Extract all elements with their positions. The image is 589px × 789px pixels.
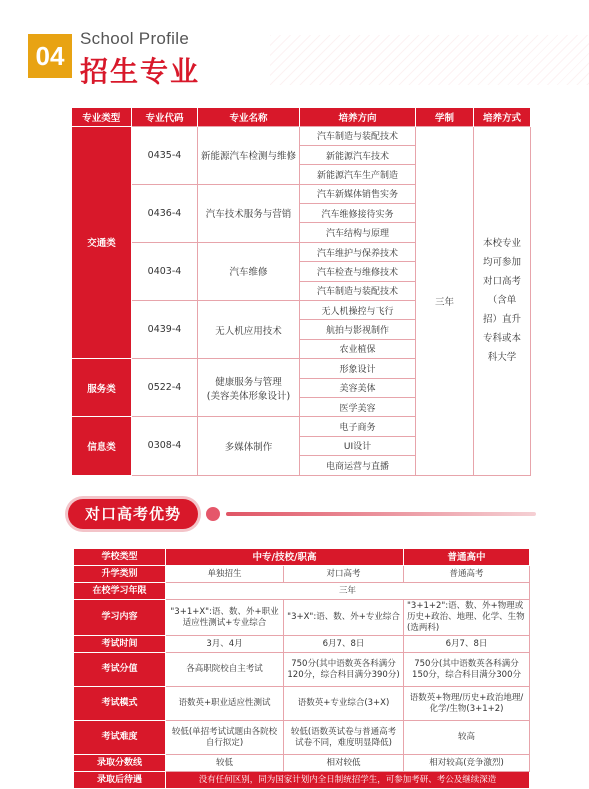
table-row [74,583,530,600]
header-name: 专业名称 [198,108,300,126]
section-title-en: School Profile [80,29,190,48]
direction: 汽车结构与原理 [300,223,416,242]
category-info: 信息类 [72,417,132,475]
row-label: 考试时间 [74,636,166,653]
cell: 语数英+专业综合(3+X) [284,687,404,721]
banner-line [226,512,536,516]
row-label: 考试难度 [74,721,166,755]
cell: 3月、4月 [166,636,284,653]
cell: 相对较高(竞争激烈) [404,755,530,772]
major-name: 健康服务与管理 (美容美体形象设计) [198,359,300,417]
table-row [74,721,530,755]
category-service: 服务类 [72,359,132,417]
major-name: 汽车维修 [198,242,300,300]
direction: 医学美容 [300,397,416,416]
banner-dot [206,507,220,521]
comparison-table [73,548,530,789]
direction: 新能源汽车生产制造 [300,165,416,184]
cell: 750分(其中语数英各科满分120分，综合科目满分390分) [284,653,404,687]
majors-header-row [72,108,531,126]
header-method: 培养方式 [474,108,531,126]
cell: 6月7、8日 [284,636,404,653]
table-row [74,566,530,583]
section-number: 04 [28,34,72,78]
col-vocational: 中专/技校/职高 [166,549,404,566]
direction: 汽车维修接待实务 [300,204,416,223]
table-row [74,636,530,653]
direction: 形象设计 [300,359,416,378]
major-code: 0435-4 [132,126,198,184]
row-label: 升学类别 [74,566,166,583]
cell: "3+1+X":语、数、外+职业适应性测试+专业综合 [166,600,284,636]
table-row [74,549,530,566]
category-transport: 交通类 [72,126,132,359]
header-duration: 学制 [416,108,474,126]
row-label: 考试模式 [74,687,166,721]
cell: 相对较低 [284,755,404,772]
table-row [74,755,530,772]
direction: 电子商务 [300,417,416,436]
major-code: 0439-4 [132,301,198,359]
major-name: 汽车技术服务与营销 [198,184,300,242]
cell: "3+1+2":语、数、外+物理或历史+政治、地理、化学、生物(选两科) [404,600,530,636]
row-label: 录取分数线 [74,755,166,772]
cell: 对口高考 [284,566,404,583]
direction: 美容美体 [300,378,416,397]
cell: 语数英+职业适应性测试 [166,687,284,721]
page-header [0,0,589,100]
section-banner [66,495,536,533]
cell: 较低 [166,755,284,772]
cell: "3+X":语、数、外+专业综合 [284,600,404,636]
direction: 汽车制造与装配技术 [300,126,416,145]
cell: 750分(其中语数英各科满分150分，综合科目满分300分 [404,653,530,687]
cell: 较低(单招考试试题由各院校自行拟定) [166,721,284,755]
direction: 无人机操控与飞行 [300,301,416,320]
direction: 电商运营与直播 [300,456,416,475]
row-label: 学校类型 [74,549,166,566]
direction: 汽车制造与装配技术 [300,281,416,300]
cell: 没有任何区别，同为国家计划内全日制统招学生，可参加考研、考公及继续深造 [166,772,530,789]
majors-table [71,108,531,476]
banner-title: 对口高考优势 [68,499,198,529]
major-name: 新能源汽车检测与维修 [198,126,300,184]
header-direction: 培养方向 [300,108,416,126]
cell: 普通高考 [404,566,530,583]
table-row [74,600,530,636]
section-title-cn: 招生专业 [80,55,201,88]
major-name: 多媒体制作 [198,417,300,475]
cell: 6月7、8日 [404,636,530,653]
row-label: 学习内容 [74,600,166,636]
direction: UI设计 [300,436,416,455]
header-pattern [270,35,589,85]
direction: 汽车维护与保养技术 [300,242,416,261]
row-label: 在校学习年限 [74,583,166,600]
cell: 单独招生 [166,566,284,583]
header-category: 专业类型 [72,108,132,126]
direction: 汽车新媒体销售实务 [300,184,416,203]
major-code: 0436-4 [132,184,198,242]
major-code: 0403-4 [132,242,198,300]
direction: 汽车检查与维修技术 [300,262,416,281]
header-code: 专业代码 [132,108,198,126]
cell: 三年 [166,583,530,600]
cell: 语数英+物理/历史+政治地理/化学/生物(3+1+2) [404,687,530,721]
col-general: 普通高中 [404,549,530,566]
direction: 航拍与影视制作 [300,320,416,339]
cell: 各高职院校自主考试 [166,653,284,687]
table-row [74,772,530,789]
row-label: 考试分值 [74,653,166,687]
table-row [72,126,531,145]
direction: 新能源汽车技术 [300,145,416,164]
major-code: 0522-4 [132,359,198,417]
cell: 较低(语数英试卷与普通高考试卷不同，难度明显降低) [284,721,404,755]
table-row [74,653,530,687]
cell: 较高 [404,721,530,755]
table-row [74,687,530,721]
row-label: 录取后待遇 [74,772,166,789]
training-method: 本校专业均可参加对口高考（含单招）直升专科或本科大学 [474,126,531,475]
major-code: 0308-4 [132,417,198,475]
direction: 农业植保 [300,339,416,358]
duration: 三年 [416,126,474,475]
major-name: 无人机应用技术 [198,301,300,359]
